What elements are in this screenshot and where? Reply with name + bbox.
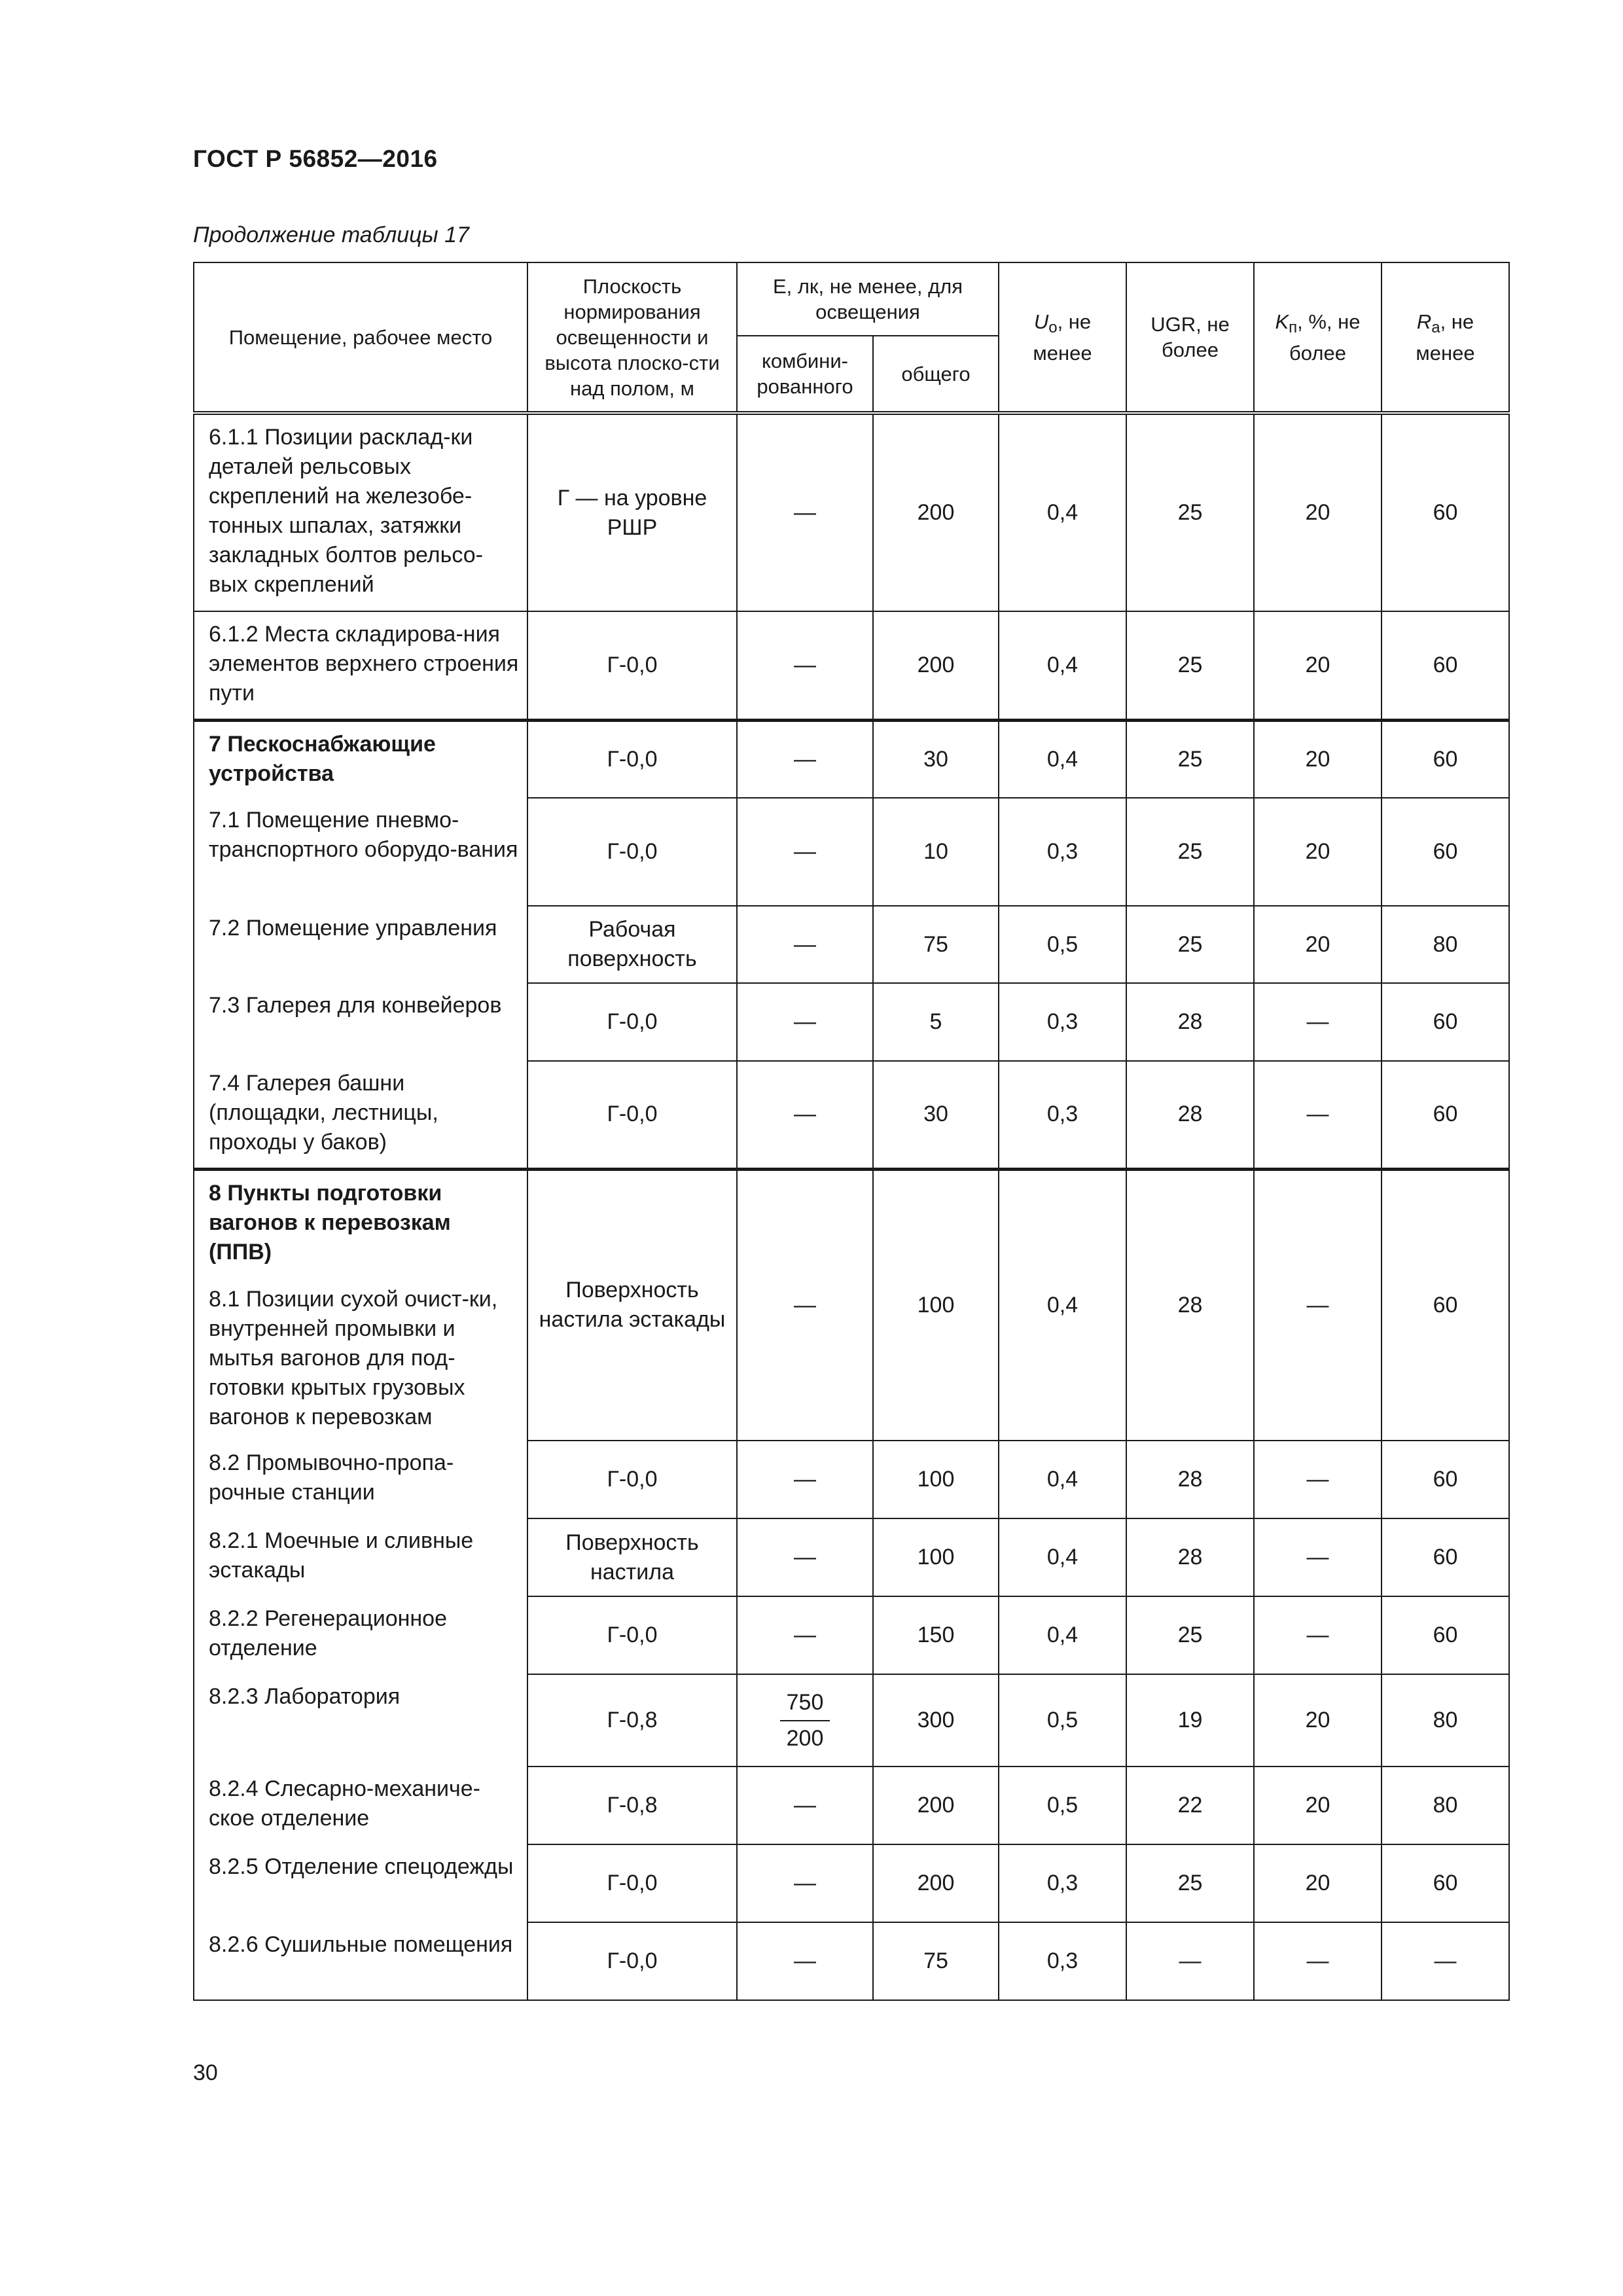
cell-e-combined: — <box>737 983 873 1061</box>
cell-kp: — <box>1254 1922 1382 2000</box>
header-uniformity: $U_о$, не менее <box>999 262 1126 413</box>
cell-kp: 20 <box>1254 720 1382 798</box>
cell-room: 7.3 Галерея для конвейеров <box>194 983 527 1061</box>
cell-kp: 20 <box>1254 1674 1382 1767</box>
header-room: Помещение, рабочее место <box>194 262 527 413</box>
cell-kp: — <box>1254 1596 1382 1674</box>
cell-plane: Г-0,8 <box>527 1674 737 1767</box>
cell-e-general: 5 <box>873 983 999 1061</box>
cell-room: 6.1.2 Места складирова-ния элементов верхнего строения пути <box>194 611 527 720</box>
cell-kp: 20 <box>1254 1767 1382 1844</box>
cell-ra: 60 <box>1382 1518 1509 1596</box>
cell-room: 8.2.3 Лаборатория <box>194 1674 527 1767</box>
cell-e-general: 10 <box>873 798 999 906</box>
cell-ra: 60 <box>1382 1061 1509 1169</box>
cell-room: 8.2 Промывочно-пропа-рочные станции <box>194 1441 527 1518</box>
cell-kp: — <box>1254 1169 1382 1441</box>
cell-e-combined: — <box>737 1061 873 1169</box>
cell-ugr: 25 <box>1126 720 1254 798</box>
cell-uo: 0,4 <box>999 720 1126 798</box>
table-row <box>194 1674 1509 1767</box>
cell-e-general: 100 <box>873 1518 999 1596</box>
cell-e-combined: — <box>737 1767 873 1844</box>
cell-uo: 0,3 <box>999 1061 1126 1169</box>
cell-uo: 0,4 <box>999 611 1126 720</box>
table-row <box>194 413 1509 611</box>
table-row <box>194 1518 1509 1596</box>
table-row <box>194 798 1509 906</box>
cell-room: 7.1 Помещение пневмо-транспортного оборудо-вания <box>194 798 527 906</box>
cell-e-general: 75 <box>873 1922 999 2000</box>
cell-ra: 60 <box>1382 798 1509 906</box>
table-row <box>194 1844 1509 1922</box>
cell-kp: 20 <box>1254 611 1382 720</box>
cell-e-combined: — <box>737 1596 873 1674</box>
cell-plane: Г-0,0 <box>527 983 737 1061</box>
cell-e-combined: — <box>737 1441 873 1518</box>
cell-ugr: 28 <box>1126 1169 1254 1441</box>
cell-ra: 60 <box>1382 720 1509 798</box>
cell-room: 8.2.2 Регенерационное отделение <box>194 1596 527 1674</box>
fraction-numerator: 750 <box>780 1688 830 1721</box>
cell-ra: 60 <box>1382 1441 1509 1518</box>
cell-kp: 20 <box>1254 413 1382 611</box>
lighting-norms-table <box>193 262 1510 2001</box>
cell-e-combined: — <box>737 1922 873 2000</box>
cell-ugr: 25 <box>1126 611 1254 720</box>
cell-kp: — <box>1254 1518 1382 1596</box>
cell-plane: Г-0,0 <box>527 1441 737 1518</box>
cell-room: 8.2.4 Слесарно-механиче-ское отделение <box>194 1767 527 1844</box>
cell-ugr: 25 <box>1126 798 1254 906</box>
cell-ugr: 28 <box>1126 983 1254 1061</box>
cell-room: 8.2.5 Отделение спецодежды <box>194 1844 527 1922</box>
cell-plane: Г-0,0 <box>527 611 737 720</box>
cell-ugr: 19 <box>1126 1674 1254 1767</box>
cell-e-general: 30 <box>873 720 999 798</box>
cell-kp: — <box>1254 1061 1382 1169</box>
cell-uo: 0,3 <box>999 1844 1126 1922</box>
cell-plane: Г — на уровне РШР <box>527 413 737 611</box>
cell-e-general: 75 <box>873 906 999 983</box>
page-number: 30 <box>193 2060 218 2085</box>
cell-e-general: 100 <box>873 1169 999 1441</box>
cell-plane: Г-0,0 <box>527 1596 737 1674</box>
cell-plane: Рабочая поверхность <box>527 906 737 983</box>
cell-e-general: 300 <box>873 1674 999 1767</box>
table-header <box>194 262 1509 413</box>
cell-e-general: 200 <box>873 611 999 720</box>
cell-plane: Г-0,8 <box>527 1767 737 1844</box>
document-title: ГОСТ Р 56852—2016 <box>193 145 438 172</box>
cell-uo: 0,5 <box>999 1767 1126 1844</box>
cell-plane: Г-0,0 <box>527 1061 737 1169</box>
cell-e-combined: — <box>737 1844 873 1922</box>
cell-plane: Поверхность настила <box>527 1518 737 1596</box>
cell-ugr: 25 <box>1126 1844 1254 1922</box>
cell-uo: 0,3 <box>999 798 1126 906</box>
cell-kp: 20 <box>1254 906 1382 983</box>
cell-ugr: 28 <box>1126 1441 1254 1518</box>
fraction-value <box>780 1688 830 1753</box>
cell-ra: 80 <box>1382 1767 1509 1844</box>
cell-e-general: 200 <box>873 1767 999 1844</box>
cell-e-combined: — <box>737 611 873 720</box>
cell-ugr: 22 <box>1126 1767 1254 1844</box>
header-combined: комбини-рованного <box>737 336 873 413</box>
cell-kp: 20 <box>1254 798 1382 906</box>
cell-ugr: — <box>1126 1922 1254 2000</box>
cell-e-general: 200 <box>873 1844 999 1922</box>
cell-plane: Г-0,0 <box>527 720 737 798</box>
cell-uo: 0,5 <box>999 906 1126 983</box>
header-color-rendering: $R_a$, не менее <box>1382 262 1509 413</box>
cell-uo: 0,5 <box>999 1674 1126 1767</box>
cell-ugr: 28 <box>1126 1061 1254 1169</box>
cell-ugr: 25 <box>1126 906 1254 983</box>
cell-e-general: 100 <box>873 1441 999 1518</box>
table-row <box>194 1767 1509 1844</box>
cell-uo: 0,4 <box>999 1441 1126 1518</box>
cell-uo: 0,4 <box>999 1169 1126 1441</box>
header-illuminance: E, лк, не менее, для освещения <box>737 262 999 336</box>
cell-plane: Г-0,0 <box>527 1844 737 1922</box>
cell-uo: 0,3 <box>999 1922 1126 2000</box>
header-pulsation: $K_п$, %, не более <box>1254 262 1382 413</box>
table-row <box>194 1596 1509 1674</box>
table-caption: Продолжение таблицы 17 <box>193 223 469 247</box>
table-row <box>194 1922 1509 2000</box>
table-row <box>194 1061 1509 1169</box>
cell-plane: Г-0,0 <box>527 798 737 906</box>
table-row <box>194 1441 1509 1518</box>
cell-uo: 0,3 <box>999 983 1126 1061</box>
cell-kp: 20 <box>1254 1844 1382 1922</box>
cell-ugr: 25 <box>1126 1596 1254 1674</box>
table-row <box>194 906 1509 983</box>
cell-ra: 60 <box>1382 611 1509 720</box>
cell-e-combined: — <box>737 1169 873 1441</box>
cell-room: 8.1 Позиции сухой очист-ки, внутренней промывки и мытья вагонов для под-готовки крытых грузовых вагонов к перевозкам <box>194 1277 527 1441</box>
cell-ra: 60 <box>1382 413 1509 611</box>
cell-ugr: 25 <box>1126 413 1254 611</box>
cell-ra: 60 <box>1382 983 1509 1061</box>
table-row <box>194 611 1509 720</box>
cell-room: 8.2.6 Сушильные помещения <box>194 1922 527 2000</box>
cell-room: 8.2.1 Моечные и сливные эстакады <box>194 1518 527 1596</box>
header-general: общего <box>873 336 999 413</box>
cell-e-combined: — <box>737 1518 873 1596</box>
cell-ra: 60 <box>1382 1844 1509 1922</box>
cell-e-combined <box>737 1674 873 1767</box>
cell-ra: 80 <box>1382 906 1509 983</box>
cell-e-general: 30 <box>873 1061 999 1169</box>
cell-ra: — <box>1382 1922 1509 2000</box>
cell-e-general: 200 <box>873 413 999 611</box>
fraction-denominator: 200 <box>786 1725 824 1751</box>
cell-plane: Г-0,0 <box>527 1922 737 2000</box>
cell-room: 8 Пункты подготовки вагонов к перевозкам (ППВ) <box>194 1169 527 1277</box>
cell-e-combined: — <box>737 798 873 906</box>
cell-room: 7 Пескоснабжающие устройства <box>194 720 527 798</box>
cell-uo: 0,4 <box>999 1518 1126 1596</box>
header-ugr: UGR, не более <box>1126 262 1254 413</box>
cell-e-combined: — <box>737 413 873 611</box>
cell-room: 6.1.1 Позиции расклад-ки деталей рельсовых скреплений на железобе-тонных шпалах, затяжки закладных болтов рельсо-вых скреплений <box>194 413 527 611</box>
cell-ra: 80 <box>1382 1674 1509 1767</box>
cell-ra: 60 <box>1382 1169 1509 1441</box>
table-row <box>194 720 1509 798</box>
cell-uo: 0,4 <box>999 413 1126 611</box>
cell-ra: 60 <box>1382 1596 1509 1674</box>
cell-room: 7.4 Галерея башни (площадки, лестницы, проходы у баков) <box>194 1061 527 1169</box>
table-row <box>194 1169 1509 1277</box>
cell-kp: — <box>1254 1441 1382 1518</box>
cell-e-combined: — <box>737 720 873 798</box>
cell-ugr: 28 <box>1126 1518 1254 1596</box>
cell-kp: — <box>1254 983 1382 1061</box>
header-plane: Плоскость нормирования освещенности и высота плоско-сти над полом, м <box>527 262 737 413</box>
cell-plane: Поверхность настила эстакады <box>527 1169 737 1441</box>
cell-room: 7.2 Помещение управления <box>194 906 527 983</box>
cell-uo: 0,4 <box>999 1596 1126 1674</box>
table-row <box>194 983 1509 1061</box>
cell-e-combined: — <box>737 906 873 983</box>
cell-e-general: 150 <box>873 1596 999 1674</box>
